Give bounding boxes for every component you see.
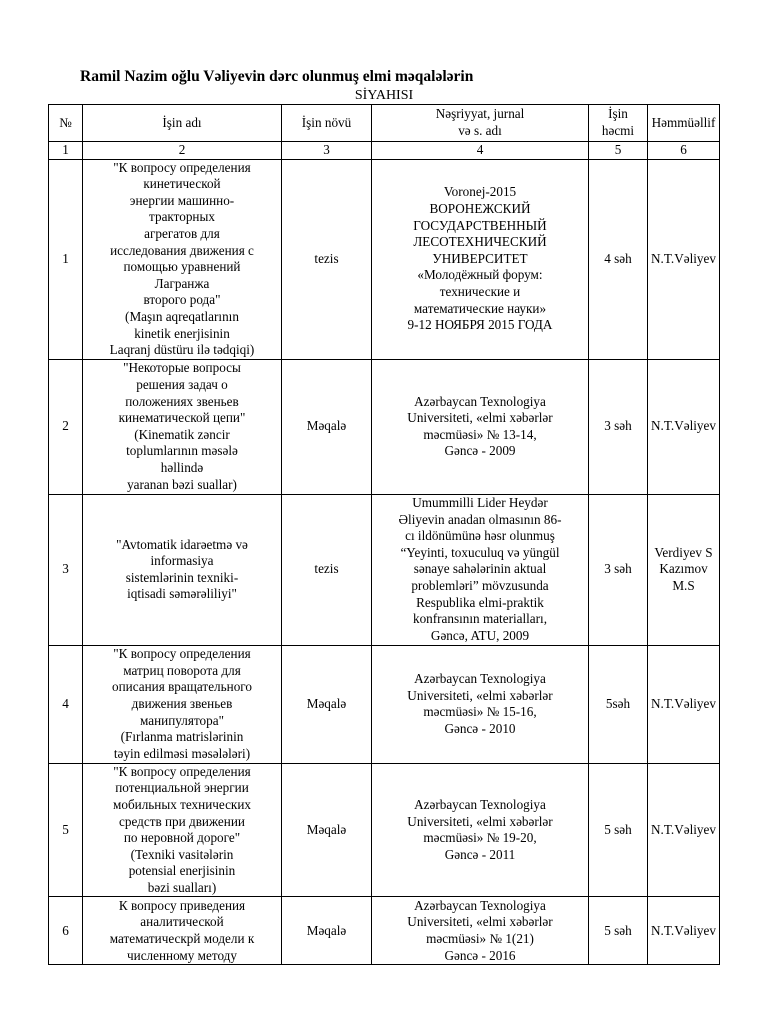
cell-work-type: Məqalə xyxy=(282,897,372,965)
column-number: 2 xyxy=(83,142,282,160)
column-number-row xyxy=(49,142,720,160)
header-work-name: İşin adı xyxy=(83,105,282,142)
table-row xyxy=(49,359,720,494)
header-coauthor: Həmmüəllif xyxy=(648,105,720,142)
column-number: 3 xyxy=(282,142,372,160)
header-no: № xyxy=(49,105,83,142)
column-number: 1 xyxy=(49,142,83,160)
cell-no: 5 xyxy=(49,763,83,897)
cell-publisher: Umummilli Lider Heydər Əliyevin anadan olmasının 86- cı ildönümünə həsr olunmuş “Yeyinti, toxuculuq və yüngül sənaye sahələrinin aktual problemləri” mövzusunda Respublika elmi-praktik konfransının materialları, Gəncə, ATU, 2009 xyxy=(372,494,589,645)
cell-work-name: "Некоторые вопросы решения задач о положениях звеньев кинематической цепи" (Kinematik zəncir toplumlarının məsələ həllində yaranan bəzi suallar) xyxy=(83,359,282,494)
cell-work-name: К вопросу приведения аналитической математическрй модели к численному методу xyxy=(83,897,282,965)
cell-work-name: "К вопросу определения матриц поворота для описания вращательного движения звеньев манипулятора" (Fırlanma matrislərinin təyin edilməsi məsələləri) xyxy=(83,645,282,763)
cell-volume: 5 səh xyxy=(589,763,648,897)
cell-work-type: Məqalə xyxy=(282,763,372,897)
cell-volume: 3 səh xyxy=(589,359,648,494)
cell-work-name: "Avtomatik idarəetmə və informasiya sistemlərinin texniki- iqtisadi səmərəliliyi" xyxy=(83,494,282,645)
cell-volume: 5səh xyxy=(589,645,648,763)
cell-no: 3 xyxy=(49,494,83,645)
cell-no: 2 xyxy=(49,359,83,494)
cell-coauthor: N.T.Vəliyev xyxy=(648,645,720,763)
cell-work-type: tezis xyxy=(282,159,372,359)
cell-publisher: Voronej-2015 ВОРОНЕЖСКИЙ ГОСУДАРСТВЕННЫЙ ЛЕСОТЕХНИЧЕСКИЙ УНИВЕРСИТЕТ «Молодёжный форум: технические и математические науки» 9-12 НОЯБРЯ 2015 ГОДА xyxy=(372,159,589,359)
document-subtitle: SİYAHISI xyxy=(354,88,414,103)
cell-work-name: "К вопросу определения кинетической энергии машинно- тракторных агрегатов для исследования движения с помощью уравнений Лагранжа второго рода" (Maşın aqreqatlarının kinetik enerjisinin Laqranj düstüru ilə tədqiqi) xyxy=(83,159,282,359)
cell-no: 6 xyxy=(49,897,83,965)
column-number: 5 xyxy=(589,142,648,160)
header-publisher: Nəşriyyat, jurnal və s. adı xyxy=(372,105,589,142)
cell-publisher: Azərbaycan Texnologiya Universiteti, «elmi xəbərlər məcmüəsi» № 19-20, Gəncə - 2011 xyxy=(372,763,589,897)
column-number: 4 xyxy=(372,142,589,160)
cell-no: 4 xyxy=(49,645,83,763)
cell-coauthor: Verdiyev S Kazımov M.S xyxy=(648,494,720,645)
cell-volume: 3 səh xyxy=(589,494,648,645)
cell-coauthor: N.T.Vəliyev xyxy=(648,763,720,897)
cell-coauthor: N.T.Vəliyev xyxy=(648,897,720,965)
cell-work-type: tezis xyxy=(282,494,372,645)
cell-volume: 4 səh xyxy=(589,159,648,359)
table-row xyxy=(49,494,720,645)
document-title: Ramil Nazim oğlu Vəliyevin dərc olunmuş elmi məqalələrin xyxy=(80,68,474,85)
cell-work-type: Məqalə xyxy=(282,359,372,494)
cell-publisher: Azərbaycan Texnologiya Universiteti, «elmi xəbərlər məcmüəsi» № 1(21) Gəncə - 2016 xyxy=(372,897,589,965)
publications-table xyxy=(48,104,720,965)
cell-no: 1 xyxy=(49,159,83,359)
cell-coauthor: N.T.Vəliyev xyxy=(648,359,720,494)
header-volume: İşin həcmi xyxy=(589,105,648,142)
cell-work-name: "К вопросу определения потенциальной энергии мобильных технических средств при движении по неровной дороге" (Texniki vasitələrin potensial enerjisinin bəzi sualları) xyxy=(83,763,282,897)
column-number: 6 xyxy=(648,142,720,160)
cell-work-type: Məqalə xyxy=(282,645,372,763)
cell-publisher: Azərbaycan Texnologiya Universiteti, «elmi xəbərlər məcmüəsi» № 13-14, Gəncə - 2009 xyxy=(372,359,589,494)
cell-volume: 5 səh xyxy=(589,897,648,965)
header-row xyxy=(49,105,720,142)
table-row xyxy=(49,897,720,965)
table-row xyxy=(49,763,720,897)
table-row xyxy=(49,645,720,763)
cell-coauthor: N.T.Vəliyev xyxy=(648,159,720,359)
header-work-type: İşin növü xyxy=(282,105,372,142)
table-row xyxy=(49,159,720,359)
cell-publisher: Azərbaycan Texnologiya Universiteti, «elmi xəbərlər məcmüəsi» № 15-16, Gəncə - 2010 xyxy=(372,645,589,763)
